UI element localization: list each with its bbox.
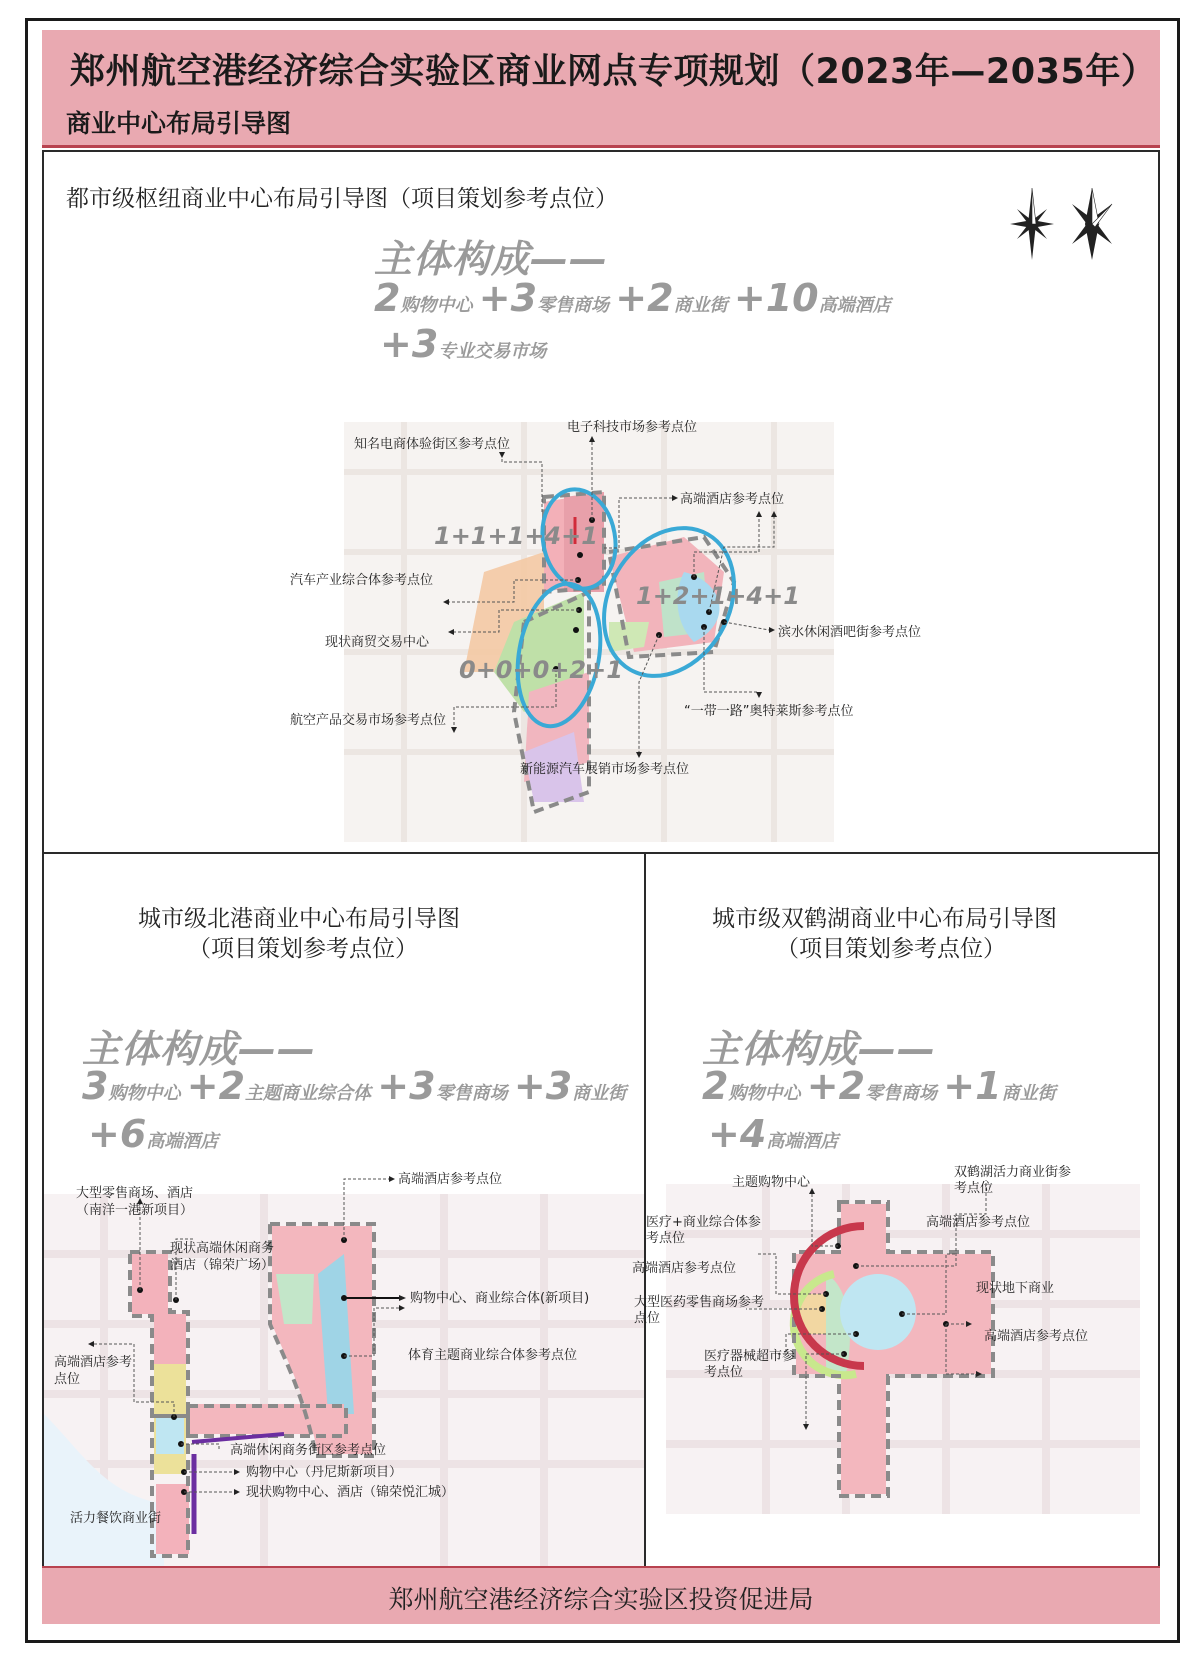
map-label: 知名电商体验街区参考点位 [354, 437, 511, 452]
composition-line-1: 2购物中心 +2零售商场 +1商业街 [702, 1064, 1056, 1108]
map-label: 考点位 [646, 1231, 686, 1246]
sequence-label-3: 0+0+0+2+1 [459, 656, 623, 684]
map-label: 酒店（锦荣广场） [170, 1258, 275, 1273]
map-label: 现状地下商业 [976, 1281, 1055, 1296]
composition-line-1: 3购物中心 +2主题商业综合体 +3零售商场 +3商业街 [82, 1064, 627, 1108]
map-label: 医疗+商业综合体参 [646, 1215, 761, 1230]
map-label: （南洋一港新项目） [76, 1203, 194, 1218]
page-subtitle: 商业中心布局引导图 [66, 109, 292, 138]
map-label: 汽车产业综合体参考点位 [290, 573, 434, 588]
north-port-map [44, 854, 646, 1568]
map-label: “一带一路”奥特莱斯参考点位 [684, 704, 854, 719]
map-label: 现状高端休闲商务 [170, 1241, 275, 1256]
map-label: 高端酒店参考 [54, 1355, 133, 1370]
map-label: 航空产品交易市场参考点位 [290, 713, 447, 728]
map-label: 高端休闲商务街区参考点位 [230, 1443, 387, 1458]
map-label: 大型医药零售商场参考 [634, 1295, 765, 1310]
map-label: 大型零售商场、酒店 [76, 1186, 194, 1201]
page-title: 郑州航空港经济综合实验区商业网点专项规划（2023年—2035年） [70, 52, 1157, 92]
map-label: 高端酒店参考点位 [926, 1215, 1031, 1230]
composition-heading: 主体构成—— [82, 1027, 317, 1071]
map-label: 活力餐饮商业街 [70, 1511, 162, 1526]
panel-title: 都市级枢纽商业中心布局引导图（项目策划参考点位） [66, 186, 618, 212]
map-label: 滨水休闲酒吧街参考点位 [778, 625, 922, 640]
map-label: 医疗器械超市参 [704, 1349, 796, 1364]
map-label: 高端酒店参考点位 [680, 492, 785, 507]
twin-crane-lake-map [632, 854, 1160, 1568]
map-label: 高端酒店参考点位 [398, 1172, 503, 1187]
map-label: 现状商贸交易中心 [325, 635, 430, 650]
map-label: 电子科技市场参考点位 [567, 420, 698, 435]
map-label: 考点位 [704, 1365, 744, 1380]
composition-line-2: +6高端酒店 [88, 1112, 219, 1156]
map-label: 购物中心（丹尼斯新项目） [246, 1465, 403, 1480]
map-label: 新能源汽车展销市场参考点位 [520, 762, 690, 777]
map-label: 考点位 [954, 1181, 994, 1196]
footer-text: 郑州航空港经济综合实验区投资促进局 [388, 1585, 814, 1614]
composition-heading: 主体构成—— [702, 1027, 937, 1071]
panel-title: 城市级双鹤湖商业中心布局引导图 [712, 906, 1057, 932]
composition-line-2: +3专业交易市场 [380, 322, 547, 366]
panel-twin-crane-lake-center [632, 852, 1160, 1568]
composition-line-1: 2购物中心 +3零售商场 +2商业街 +10高端酒店 [374, 276, 891, 320]
map-label: 高端酒店参考点位 [984, 1329, 1089, 1344]
composition-line-2: +4高端酒店 [708, 1112, 839, 1156]
panel-title-sub: （项目策划参考点位） [776, 936, 1006, 962]
sequence-label-1: 1+1+1+4+1 [434, 522, 598, 550]
sequence-label-2: 1+2+1+4+1 [636, 582, 800, 610]
panel-title: 城市级北港商业中心布局引导图 [138, 906, 460, 932]
panel-north-port-center [42, 852, 646, 1568]
map-label: 双鹤湖活力商业街参 [954, 1165, 1072, 1180]
map-label: 主题购物中心 [732, 1175, 811, 1190]
map-label: 购物中心、商业综合体(新项目) [410, 1291, 590, 1306]
map-label: 高端酒店参考点位 [632, 1261, 737, 1276]
map-label: 体育主题商业综合体参考点位 [408, 1348, 578, 1363]
panel-title-sub: （项目策划参考点位） [188, 936, 418, 962]
map-label: 点位 [54, 1372, 81, 1387]
map-label: 现状购物中心、酒店（锦荣悦汇城） [246, 1485, 455, 1500]
footer [42, 1566, 1160, 1624]
composition-heading: 主体构成—— [374, 237, 609, 281]
header [42, 30, 1160, 148]
panel-hub-center [42, 150, 1160, 854]
hub-map [44, 152, 1160, 854]
map-label: 点位 [634, 1311, 661, 1326]
